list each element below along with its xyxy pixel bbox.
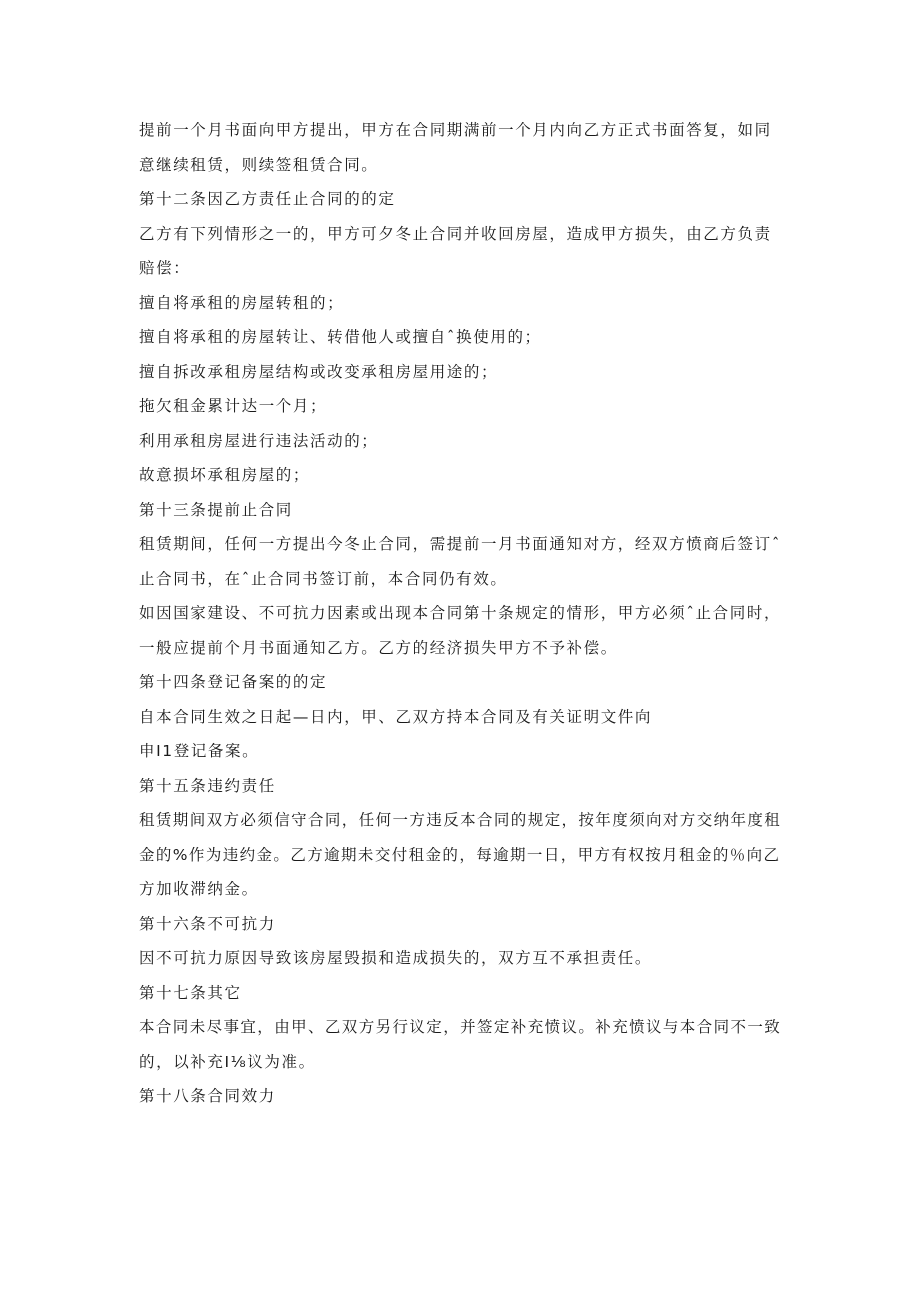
paragraph-line: 因不可抗力原因导致该房屋毁损和造成损失的，双方互不承担责任。 (139, 949, 653, 967)
paragraph-line: 本合同未尽事宜，由甲、乙双方另行议定，并签定补充愤议。补充愤议与本合同不一致 (139, 1018, 782, 1036)
list-item: 拖欠租金累计达一个月； (139, 397, 328, 415)
paragraph-line: 提前一个月书面向甲方提出，甲方在合同期满前一个月内向乙方正式书面答复，如同 (139, 121, 772, 139)
list-item: 擅自拆改承租房屋结构或改变承租房屋用途的； (139, 362, 499, 381)
paragraph-line: 租赁期间双方必须信守合同，任何一方违反本合同的规定，按年度须向对方交纳年度租 (139, 811, 782, 829)
paragraph-line: 租赁期间，任何一方提出今冬止合同，需提前一月书面通知对方，经双方愤商后签订ˆ (139, 535, 782, 553)
list-item: 故意损坏承租房屋的； (139, 466, 311, 484)
section-heading: 第十八条合同效力 (139, 1087, 276, 1105)
section-heading: 第十六条不可抗力 (139, 914, 276, 933)
section-heading: 第十三条提前止合同 (139, 500, 293, 519)
section-heading: 第十五条违约责任 (139, 776, 276, 795)
list-item: 擅自将承租的房屋转让、转借他人或擅自ˆ换使用的； (139, 328, 542, 346)
list-item: 利用承租房屋进行违法活动的； (139, 431, 379, 450)
paragraph-line: 意继续租赁，则续签租赁合同。 (139, 155, 379, 174)
list-item: 擅自将承租的房屋转租的； (139, 293, 345, 312)
paragraph-line: 一般应提前个月书面通知乙方。乙方的经济损失甲方不予补偿。 (139, 638, 618, 657)
section-heading: 第十二条因乙方责任止合同的的定 (139, 190, 396, 208)
paragraph-line: 方加收滞纳金。 (139, 880, 259, 898)
paragraph-line: 赔偿： (139, 259, 191, 277)
paragraph-line: 如因国家建设、不可抗力因素或出现本合同第十条规定的情形，甲方必须ˆ止合同时， (139, 604, 782, 622)
section-heading: 第十四条登记备案的的定 (139, 673, 328, 691)
paragraph-line: 乙方有下列情形之一的，甲方可夕冬止合同并收回房屋，造成甲方损失，由乙方负责 (139, 224, 772, 243)
paragraph-line: 止合同书，在ˆ止合同书签订前，本合同仍有效。 (139, 569, 508, 588)
document-body (139, 113, 787, 1114)
paragraph-line: 金的%作为违约金。乙方逾期未交付租金的，每逾期一日，甲方有权按月租金的％向乙 (139, 845, 781, 864)
paragraph-line: 自本合同生效之日起—日内，甲、乙双方持本合同及有关证明文件向 (139, 707, 653, 726)
paragraph-line: 的，以补充I⅛议为准。 (139, 1052, 316, 1071)
section-heading: 第十七条其它 (139, 983, 242, 1002)
paragraph-line: 申I1登记备案。 (139, 742, 260, 760)
